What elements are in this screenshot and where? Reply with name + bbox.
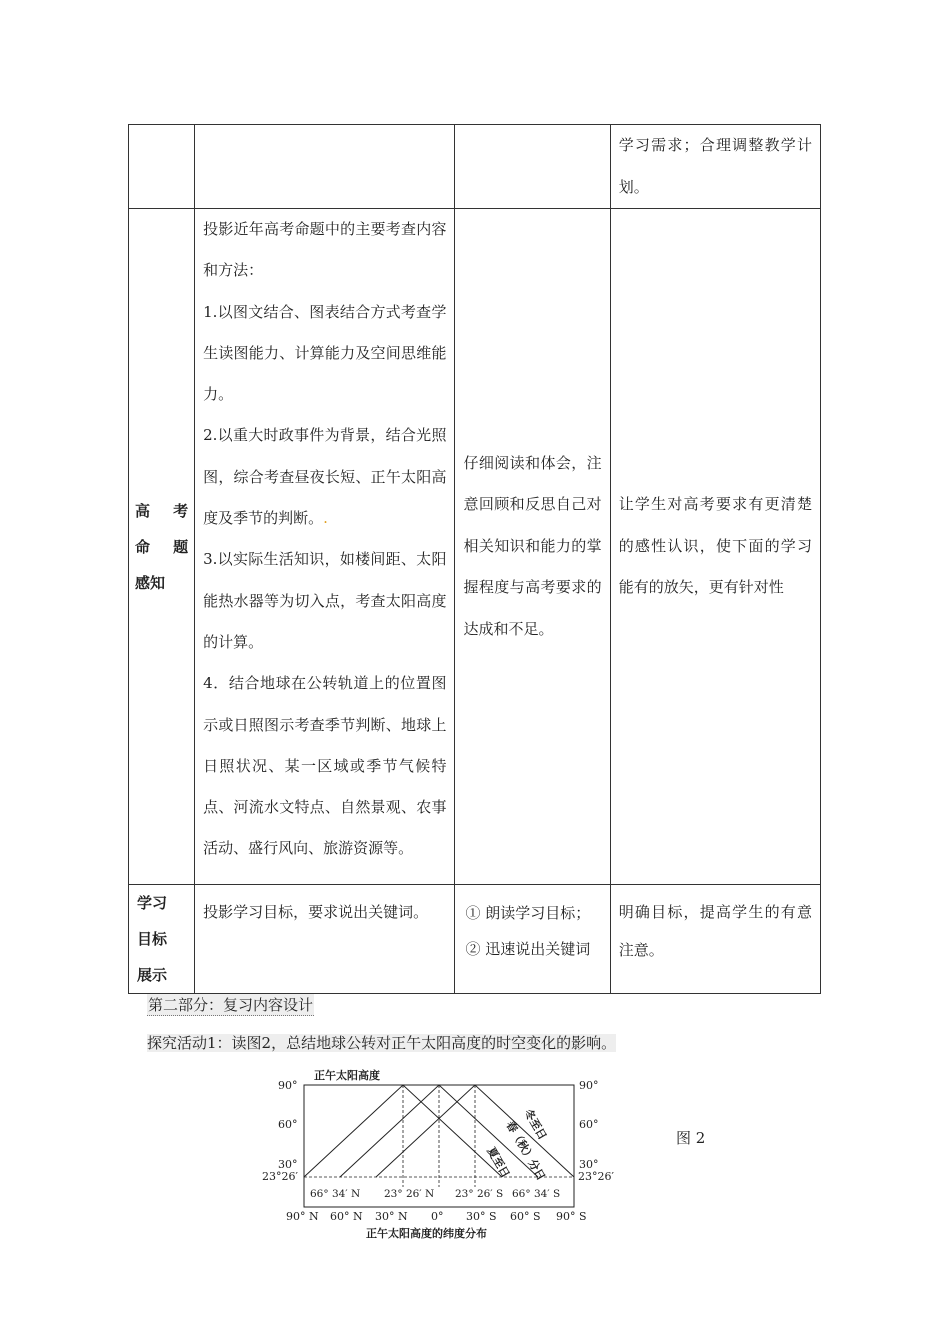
y-label: 23°26′ [262,1170,298,1183]
svg-text:分: 分 [525,1157,543,1174]
row3-intent-cell [610,885,820,994]
header-char: 感知 [135,573,166,592]
row2-content [195,209,454,870]
row3-activity-cell [455,885,610,994]
svg-text:90° N: 90° N [286,1210,319,1223]
y-label: 23°26′ [578,1170,614,1183]
y-label: 30° [579,1158,599,1171]
svg-text:春: 春 [503,1119,521,1136]
y-label: 90° [278,1079,298,1092]
row1-col4-text: 学习需求；合理调整教学计划。 [618,136,812,196]
svg-text:（: （ [508,1128,526,1145]
svg-text:0°: 0° [431,1210,444,1223]
figure-label: 图 2 [676,1129,706,1147]
svg-text:90° S: 90° S [556,1210,587,1223]
cell [610,125,820,209]
svg-text:冬: 冬 [521,1107,539,1124]
row3-content: 投影学习目标，要求说出关键词。 [203,903,429,921]
svg-text:至: 至 [526,1116,544,1133]
paragraph: 3.以实际生活知识，如楼间距、太阳能热水器等为切入点，考查太阳高度的计算。 [203,550,447,651]
svg-text:日: 日 [532,1126,550,1143]
noon-sun-altitude-diagram [256,1062,616,1242]
y-label: 30° [278,1158,298,1171]
row2-header-cell [129,209,195,885]
paragraph: 4．结合地球在公转轨道上的位置图示或日照图示考查季节判断、地球上日照状况、某一区域或季节气候特点、河流水文特点、自然景观、农事活动、盛行风向、旅游资源等。 [203,674,447,858]
cell [455,125,610,209]
row3-header: 学习 目标 展示 [137,894,168,984]
row2-activity: 仔细阅读和体会，注意回顾和反思自己对相关知识和能力的掌握程度与高考要求的达成和不足。 [463,453,602,638]
row3-intent: 明确目标，提高学生的有意注意。 [618,903,812,959]
row3-activity: ① 朗读学习目标； ② 迅速说出关键词 [465,904,591,958]
cell [129,125,195,209]
activity-text: 探究活动1：读图2，总结地球公转对正午太阳高度的时空变化的影响。 [147,1034,617,1052]
table-row [129,885,821,994]
section-title: 第二部分：复习内容设计 [148,996,314,1014]
row3-content-cell [195,885,455,994]
row2-activity-cell [455,209,610,885]
svg-text:日: 日 [530,1166,548,1183]
x-ticks [286,1210,587,1223]
row3-header-cell [129,885,195,994]
header-char: 命 [135,537,151,556]
svg-text:30° S: 30° S [466,1210,497,1223]
table-row [129,125,821,209]
row2-intent-cell [610,209,820,885]
lesson-plan-table [128,124,821,994]
curve-labels [484,1107,550,1183]
svg-text:23° 26′ N: 23° 26′ N [384,1188,435,1200]
row2-intent: 让学生对高考要求有更清楚的感性认识，使下面的学习能有的放矢，更有针对性 [618,495,812,597]
y-label: 60° [579,1118,599,1131]
svg-text:夏: 夏 [484,1145,502,1162]
svg-text:66° 34′ S: 66° 34′ S [512,1188,561,1200]
svg-text:至: 至 [489,1154,507,1171]
cell [195,125,455,209]
y-label: 90° [579,1079,599,1092]
y-label: 60° [278,1118,298,1131]
svg-text:30° N: 30° N [375,1210,408,1223]
row2-header [129,493,194,601]
diagram-top-title: 正午太阳高度 [314,1069,380,1082]
special-latitudes [310,1188,560,1200]
table-row [129,209,821,885]
svg-text:60° N: 60° N [330,1210,363,1223]
svg-text:）: ） [519,1147,537,1164]
header-char: 高 [135,501,151,520]
svg-text:23° 26′ S: 23° 26′ S [455,1188,504,1200]
header-char: 考 [173,501,189,520]
svg-text:60° S: 60° S [510,1210,541,1223]
svg-text:秋: 秋 [514,1138,532,1155]
svg-text:日: 日 [495,1164,513,1181]
paragraph: 2.以重大时政事件为背景，结合光照图，综合考查昼夜长短、正午太阳高度及季节的判断。. [203,426,447,528]
paragraph: 投影近年高考命题中的主要考查内容和方法： [203,220,447,280]
row2-content-cell [195,209,455,885]
svg-text:66° 34′ N: 66° 34′ N [310,1188,361,1200]
header-char: 题 [173,537,189,556]
diagram-bottom-title: 正午太阳高度的纬度分布 [366,1227,487,1240]
paragraph: 1.以图文结合、图表结合方式考查学生读图能力、计算能力及空间思维能力。 [203,302,447,404]
